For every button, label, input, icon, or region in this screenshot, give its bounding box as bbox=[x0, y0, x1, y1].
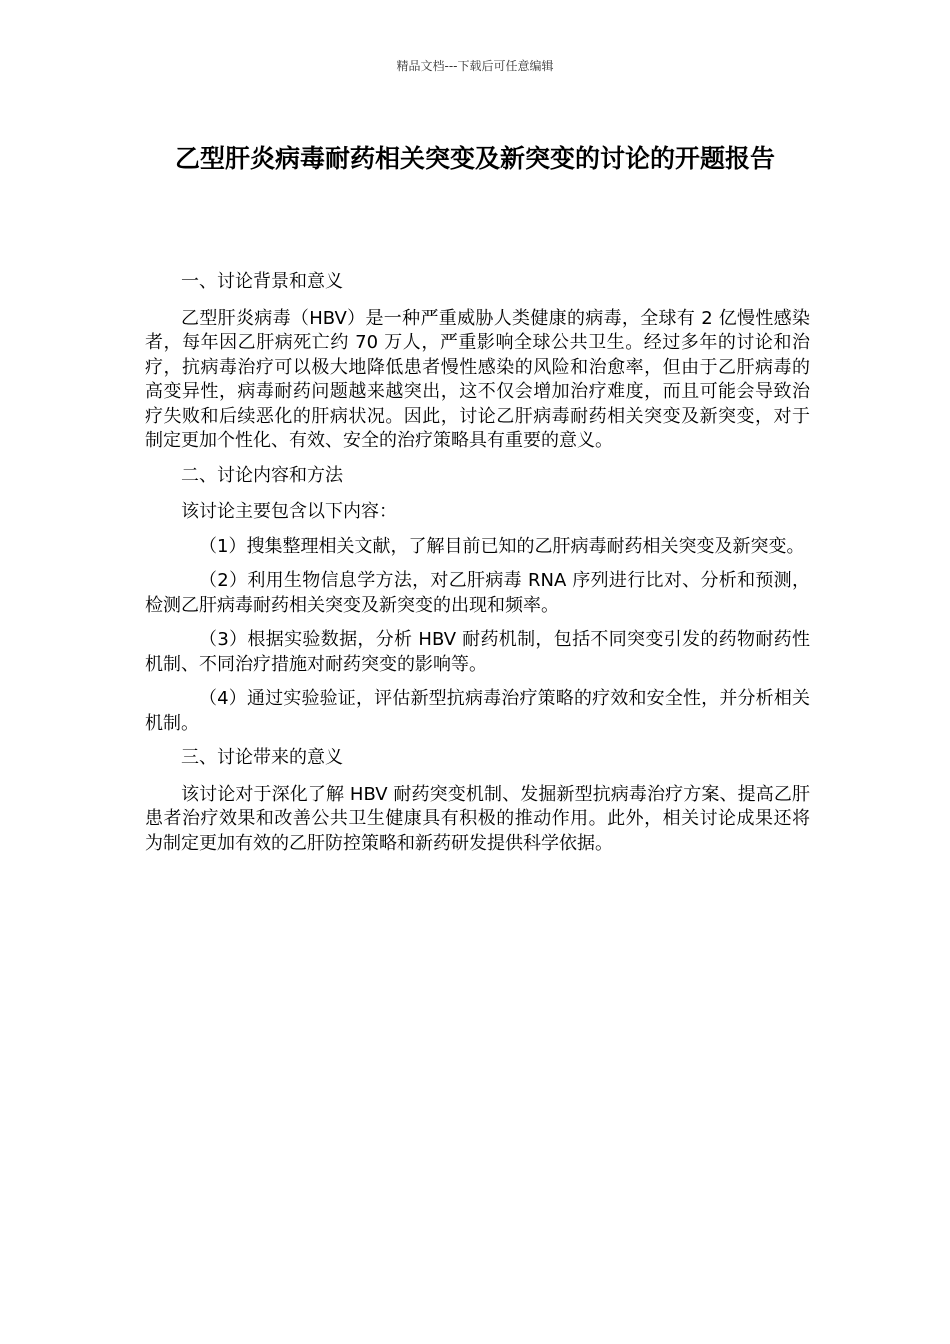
section-2-intro: 该讨论主要包含以下内容： bbox=[181, 501, 397, 522]
page-header: 精品文档---下载后可任意编辑 bbox=[396, 59, 554, 73]
section-3-heading: 三、讨论带来的意义 bbox=[181, 747, 343, 768]
section-3-paragraph: 该讨论对于深化了解 HBV 耐药突变机制、发掘新型抗病毒治疗方案、提高乙肝患者治疗效果和改善公共卫生健康具有积极的推动作用。此外，相关讨论成果还将为制定更加有效的乙肝防控策略和新药研发提供科学依据。 bbox=[145, 783, 810, 854]
section-2-heading: 二、讨论内容和方法 bbox=[181, 464, 343, 486]
section-1-paragraph: 乙型肝炎病毒（HBV）是一种严重威胁人类健康的病毒，全球有 2 亿慢性感染者，每年因乙肝病死亡约 70 万人，严重影响全球公共卫生。经过多年的讨论和治疗，抗病毒治疗可以极大地降低患者慢性感染的风险和治愈率，但由于乙肝病毒的高变异性，病毒耐药问题越来越突出，这不仅会增加治疗难度，而且可能会导致治疗失败和后续恶化的肝病状况。因此，讨论乙肝病毒耐药相关突变及新突变，对于制定更加个性化、有效、安全的治疗策略具有重要的意义。 bbox=[145, 307, 810, 451]
list-item: （2）利用生物信息学方法，对乙肝病毒 RNA 序列进行比对、分析和预测，检测乙肝病毒耐药相关突变及新突变的出现和频率。 bbox=[145, 570, 810, 616]
list-item: （3）根据实验数据，分析 HBV 耐药机制，包括不同突变引发的药物耐药性机制、不同治疗措施对耐药突变的影响等。 bbox=[145, 629, 810, 675]
section-1-heading: 一、讨论背景和意义 bbox=[181, 271, 343, 292]
list-item: （1）搜集整理相关文献，了解目前已知的乙肝病毒耐药相关突变及新突变。 bbox=[199, 535, 805, 557]
document-title: 乙型肝炎病毒耐药相关突变及新突变的讨论的开题报告 bbox=[174, 144, 775, 173]
document-body bbox=[145, 270, 810, 866]
list-item: （4）通过实验验证，评估新型抗病毒治疗策略的疗效和安全性，并分析相关机制。 bbox=[145, 688, 810, 734]
